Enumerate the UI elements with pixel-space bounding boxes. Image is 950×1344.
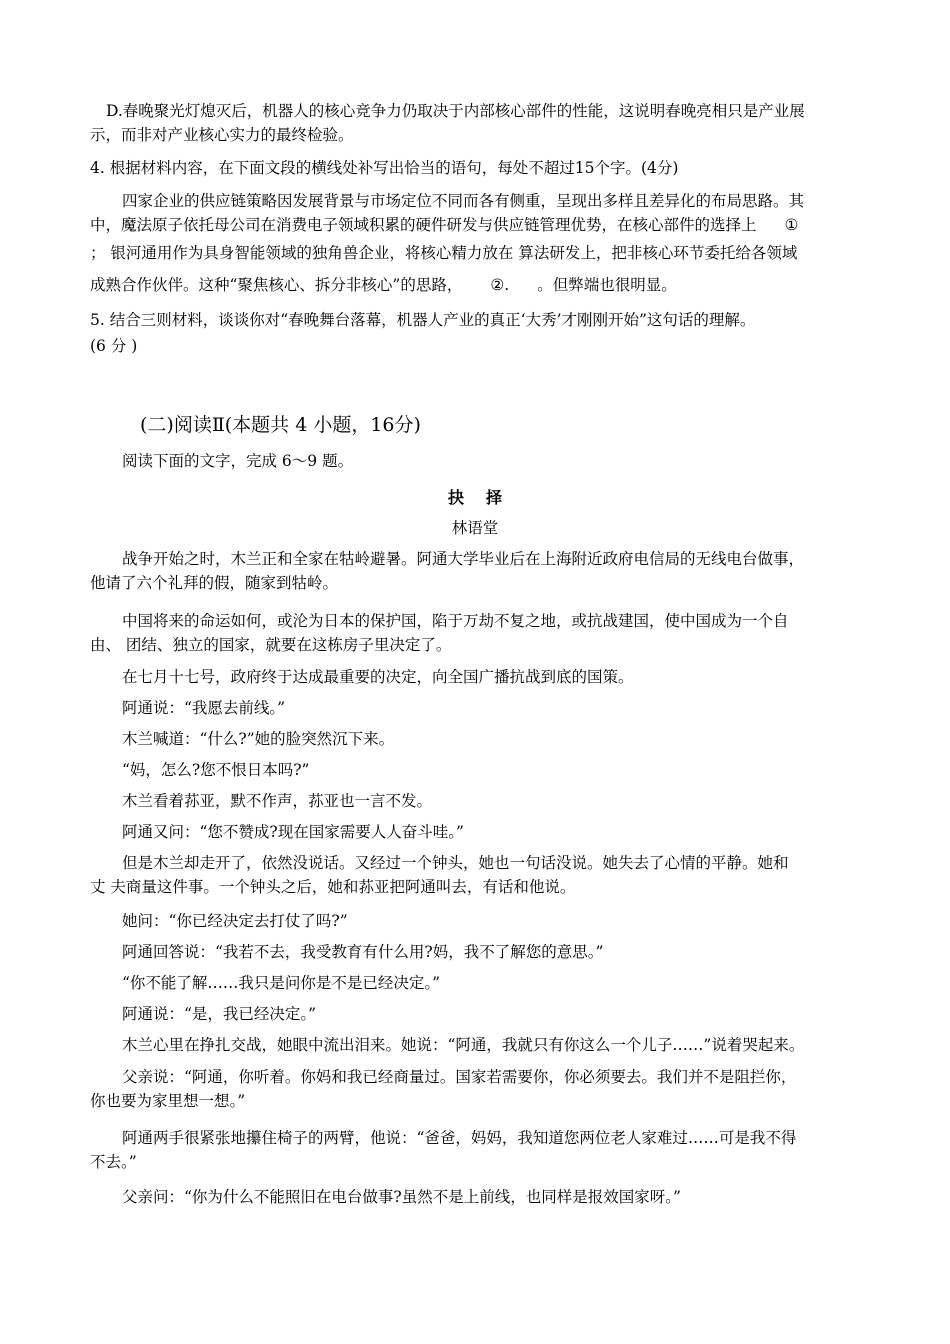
essay-title: 抉择 xyxy=(447,488,524,507)
essay-paragraph: 由、 团结、独立的国家，就要在这栋房子里决定了。 xyxy=(90,636,452,654)
essay-paragraph: 但是木兰却走开了，依然没说话。又经过一个钟头，她也一句话没说。她失去了心情的平静。她和 xyxy=(122,854,789,872)
essay-paragraph: 阿通两手很紧张地攥住椅子的两臂，他说：“爸爸，妈妈，我知道您两位老人家难过……可是我不得 xyxy=(122,1129,797,1147)
essay-paragraph: “妈，怎么?您不恨日本吗?” xyxy=(122,761,310,779)
essay-paragraph: 她问：“你已经决定去打仗了吗?” xyxy=(122,912,348,930)
q4-paragraph-line2-text: 中，魔法原子依托母公司在消费电子领域积累的硬件研发与供应链管理优势，在核心部件的选择上 xyxy=(90,216,757,234)
essay-paragraph: 在七月十七号，政府终于达成最重要的决定，向全国广播抗战到底的国策。 xyxy=(122,668,634,686)
essay-paragraph: 父亲说：“阿通，你听着。你妈和我已经商量过。国家若需要你，你必须要去。我们并不是阻拦你， xyxy=(122,1068,797,1086)
q3-option-d-line1: D.春晚聚光灯熄灭后，机器人的核心竞争力仍取决于内部核心部件的性能，这说明春晚亮相只是产业展 xyxy=(106,102,805,120)
q4-blank-1-marker: ① xyxy=(784,216,799,234)
essay-paragraph: 战争开始之时，木兰正和全家在牯岭避暑。阿通大学毕业后在上海附近政府电信局的无线电台做事， xyxy=(122,550,805,568)
essay-paragraph: “你不能了解……我只是问你是不是已经决定。” xyxy=(122,974,441,992)
q3-option-d-line2: 示，而非对产业核心实力的最终检验。 xyxy=(90,126,354,144)
q4-prompt: 4. 根据材料内容，在下面文段的横线处补写出恰当的语句，每处不超过15个字。(4分) xyxy=(90,159,679,177)
section-2-instruction: 阅读下面的文字，完成 6～9 题。 xyxy=(122,452,354,470)
essay-paragraph: 阿通说：“我愿去前线。” xyxy=(122,699,286,717)
essay-paragraph: 木兰心里在挣扎交战，她眼中流出泪来。她说：“阿通，我就只有你这么一个儿子……”说着哭起来。 xyxy=(122,1036,805,1054)
section-2-title: (二)阅读Ⅱ(本题共 4 小题，16分) xyxy=(140,414,421,436)
q4-paragraph-line4 xyxy=(90,274,870,296)
essay-paragraph: 木兰看着荪亚，默不作声，荪亚也一言不发。 xyxy=(122,792,433,810)
essay-paragraph: 阿通回答说：“我若不去，我受教育有什么用?妈，我不了解您的意思。” xyxy=(122,943,604,961)
essay-paragraph: 丈 夫商量这件事。一个钟头之后，她和荪亚把阿通叫去，有话和他说。 xyxy=(90,878,576,896)
essay-paragraph: 你也要为家里想一想。” xyxy=(90,1092,246,1110)
essay-paragraph: 阿通又问：“您不赞成?现在国家需要人人奋斗哇。” xyxy=(122,823,464,841)
q4-paragraph-line4-text: 成熟合作伙伴。这种“聚焦核心、拆分非核心”的思路， xyxy=(90,276,463,294)
q4-blank-2-marker: ②. xyxy=(490,276,510,294)
q4-paragraph-line3: ； 银河通用作为具身智能领域的独角兽企业，将核心精力放在 算法研发上，把非核心环节委托给各领域 xyxy=(90,244,798,262)
essay-paragraph: 木兰喊道：“什么?”她的脸突然沉下来。 xyxy=(122,730,395,748)
essay-author: 林语堂 xyxy=(451,519,499,537)
q4-paragraph-line4-end: 。但弊端也很明显。 xyxy=(537,276,677,294)
q4-paragraph-line2 xyxy=(90,214,870,236)
essay-paragraph: 他请了六个礼拜的假，随家到牯岭。 xyxy=(90,574,339,592)
essay-paragraph: 中国将来的命运如何，或沦为日本的保护国，陷于万劫不复之地，或抗战建国，使中国成为一个自 xyxy=(122,612,789,630)
essay-paragraph: 父亲问：“你为什么不能照旧在电台做事?虽然不是上前线，也同样是报效国家呀。” xyxy=(122,1188,681,1206)
q5-prompt-line1: 5. 结合三则材料，谈谈你对“春晚舞台落幕，机器人产业的真正‘大秀’才刚刚开始”这句话的理解。 xyxy=(90,311,756,329)
q5-prompt-line2: (6 分 ) xyxy=(90,337,138,355)
q4-paragraph-line1: 四家企业的供应链策略因发展背景与市场定位不同而各有侧重，呈现出多样且差异化的布局思路。其 xyxy=(122,192,805,210)
essay-paragraph: 阿通说：“是，我已经决定。” xyxy=(122,1005,317,1023)
essay-paragraph: 不去。” xyxy=(90,1153,137,1171)
